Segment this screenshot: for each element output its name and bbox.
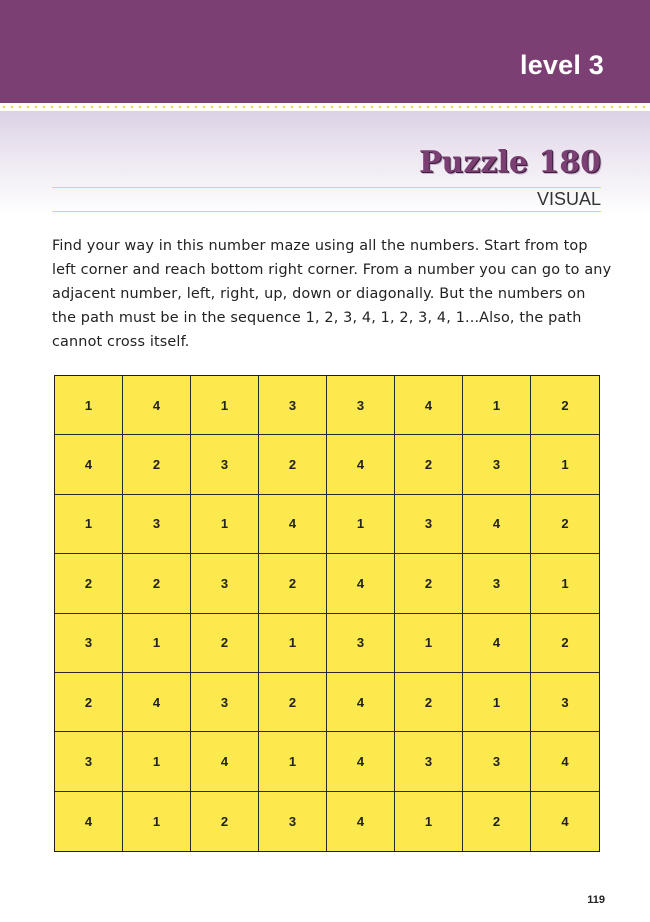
maze-cell: 4 [463, 495, 531, 554]
maze-cell: 1 [55, 376, 123, 435]
puzzle-category: VISUAL [536, 189, 601, 209]
maze-cell: 3 [191, 435, 259, 494]
maze-cell: 3 [259, 792, 327, 851]
maze-cell: 3 [463, 435, 531, 494]
maze-cell: 1 [191, 376, 259, 435]
maze-cell: 3 [123, 495, 191, 554]
maze-cell: 4 [561, 813, 569, 829]
maze-cell: 4 [55, 792, 123, 851]
number-maze-grid [54, 375, 600, 852]
maze-cell: 4 [123, 376, 191, 435]
maze-cell: 4 [327, 435, 395, 494]
maze-cell: 2 [259, 435, 327, 494]
maze-cell: 4 [395, 376, 463, 435]
maze-cell: 2 [191, 792, 259, 851]
maze-cell: 1 [123, 792, 191, 851]
maze-cell: 1 [395, 614, 463, 673]
maze-cell: 2 [259, 554, 327, 613]
maze-cell: 2 [55, 554, 123, 613]
maze-cell: 1 [259, 732, 327, 791]
maze-cell: 1 [327, 495, 395, 554]
maze-cell: 4 [327, 792, 395, 851]
level-label: level 3 [520, 50, 604, 80]
maze-cell: 2 [123, 554, 191, 613]
maze-cell: 2 [123, 435, 191, 494]
maze-cell: 1 [123, 732, 191, 791]
header-band [0, 0, 650, 103]
maze-cell: 1 [531, 435, 599, 494]
maze-cell: 3 [531, 673, 599, 732]
maze-cell: 2 [463, 792, 531, 851]
maze-cell: 3 [395, 732, 463, 791]
maze-cell: 3 [191, 673, 259, 732]
maze-cell: 1 [55, 495, 123, 554]
maze-cell: 2 [531, 376, 599, 435]
maze-cell: 1 [395, 792, 463, 851]
maze-cell: 1 [463, 376, 531, 435]
maze-cell: 4 [259, 495, 327, 554]
maze-cell: 1 [531, 554, 599, 613]
maze-cell: 2 [395, 673, 463, 732]
maze-cell: 1 [463, 673, 531, 732]
maze-cell: 1 [259, 614, 327, 673]
maze-cell: 3 [55, 614, 123, 673]
puzzle-instructions: Find your way in this number maze using all the numbers. Start from top left corner and reach bottom right corner. From a number you can go to any adjacent number, left, right, up, down or diagonally. But the numbers on the path must be in the sequence 1, 2, 3, 4, 1, 2, 3, 4, 1...Also, the path cannot cross itself. [52, 238, 612, 350]
maze-cell: 1 [123, 614, 191, 673]
maze-cell: 4 [327, 673, 395, 732]
maze-cell: 4 [327, 554, 395, 613]
maze-cell: 3 [395, 495, 463, 554]
maze-cell: 3 [259, 376, 327, 435]
maze-cell: 3 [463, 732, 531, 791]
maze-cell: 2 [55, 673, 123, 732]
maze-cell: 4 [191, 732, 259, 791]
title-rule-bottom [52, 211, 601, 212]
maze-cell: 2 [259, 673, 327, 732]
maze-cell: 4 [55, 435, 123, 494]
title-rule-top [52, 187, 601, 188]
maze-cell: 2 [531, 614, 599, 673]
maze-cell: 3 [55, 732, 123, 791]
maze-cell: 4 [531, 732, 599, 791]
maze-cell: 2 [395, 435, 463, 494]
maze-cell: 3 [327, 614, 395, 673]
puzzle-title: Puzzle 180 [419, 145, 601, 180]
maze-cell: 4 [123, 673, 191, 732]
maze-cell: 4 [463, 614, 531, 673]
maze-cell: 1 [191, 495, 259, 554]
maze-cell: 3 [191, 554, 259, 613]
maze-cell: 3 [327, 376, 395, 435]
page-number: 119 [587, 894, 605, 906]
maze-cell: 2 [531, 495, 599, 554]
dotted-divider [0, 103, 650, 111]
maze-cell: 3 [463, 554, 531, 613]
maze-cell: 4 [327, 732, 395, 791]
maze-cell: 2 [395, 554, 463, 613]
maze-cell: 2 [191, 614, 259, 673]
